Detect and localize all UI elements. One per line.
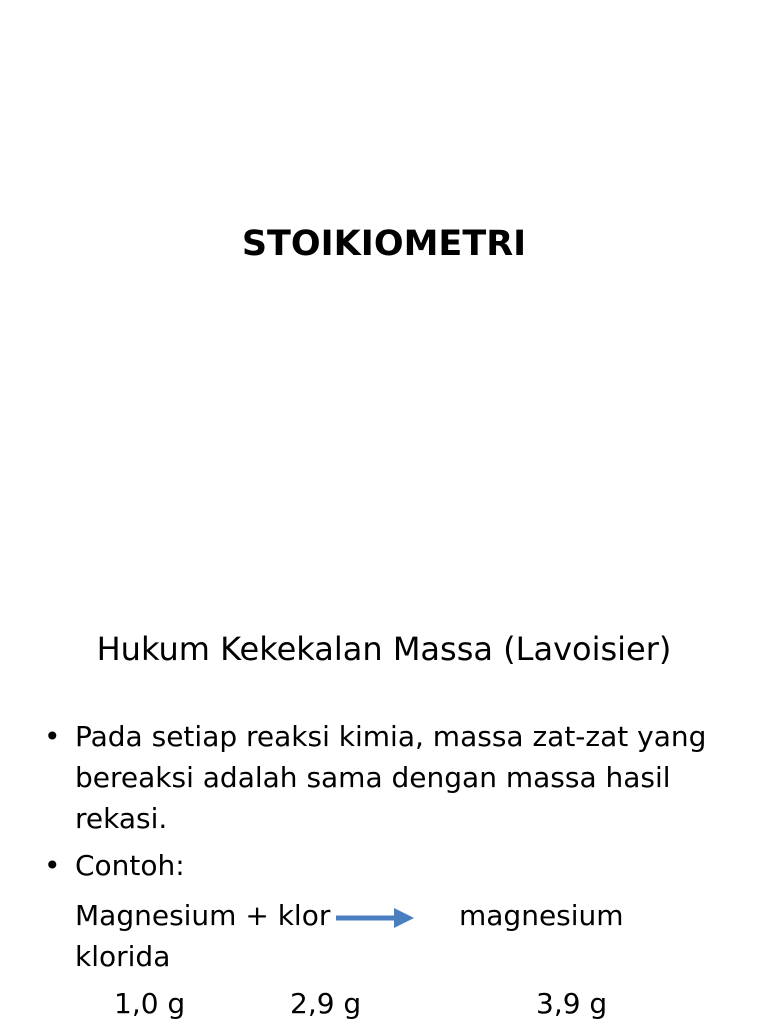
bullet-dot-icon: •: [44, 849, 61, 882]
mass-product: 3,9 g: [536, 987, 608, 1020]
bullet-dot-icon: •: [44, 720, 61, 753]
bullet-text: Pada setiap reaksi kimia, massa zat-zat yang bereaksi adalah sama dengan massa hasil rekasi.: [75, 720, 707, 835]
bullet-text: Contoh:: [75, 849, 185, 882]
slide-title: STOIKIOMETRI: [241, 224, 527, 264]
section-heading: Hukum Kekekalan Massa (Lavoisier): [96, 630, 672, 668]
mass-values-row: [0, 983, 768, 1024]
mass-reactant-1: 1,0 g: [114, 987, 186, 1020]
reaction-equation: [75, 895, 695, 977]
reactants-text: Magnesium + klor: [75, 899, 331, 932]
mass-reactant-2: 2,9 g: [290, 987, 362, 1020]
product-text: magnesium: [459, 899, 624, 932]
product-continued-text: klorida: [75, 940, 171, 973]
right-arrow-icon: [336, 907, 416, 929]
